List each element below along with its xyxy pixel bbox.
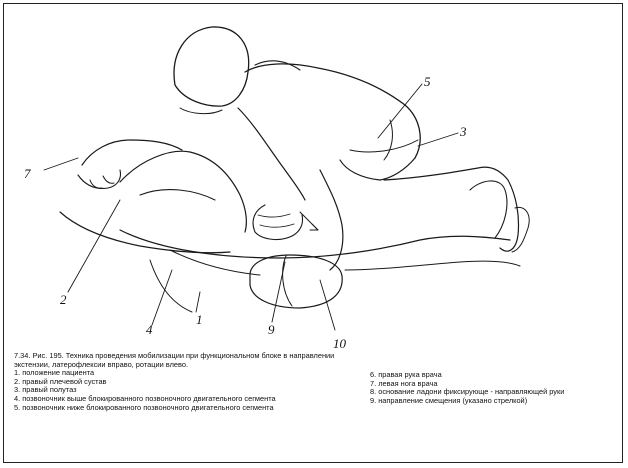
- bolster-roll: [250, 255, 342, 308]
- legend-item-1: 1. положение пациента: [14, 368, 95, 378]
- legend-item-2: 2. правый плечевой сустав: [14, 376, 107, 386]
- legend-item-4: 4. позвоночник выше блокированного позвоночного двигательного сегмента: [14, 393, 276, 403]
- callout-9: 9: [268, 322, 275, 337]
- patient-torso: [120, 151, 246, 232]
- callout-10: 10: [333, 336, 346, 351]
- legend-item-3: 3. правый полутаз: [14, 385, 77, 395]
- patient-arm: [82, 140, 182, 165]
- callout-2: 2: [60, 292, 67, 307]
- figure-caption: [14, 352, 364, 412]
- callout-1: 1: [196, 312, 203, 327]
- figure-legend-right: [370, 371, 615, 405]
- legend-item-9: 9. направление смещения (указано стрелкой): [370, 395, 528, 405]
- callout-4: 4: [146, 322, 153, 337]
- callout-7: 7: [24, 166, 31, 181]
- legend-item-8: 8. основание ладони фиксирующе - направляющей руки: [370, 387, 565, 397]
- doctor-head: [174, 27, 249, 106]
- callout-3: 3: [460, 124, 467, 139]
- doctor-back: [245, 64, 420, 158]
- callout-5: 5: [424, 74, 431, 89]
- legend-item-5: 5. позвоночник ниже блокированного позвоночного двигательного сегмента: [14, 402, 274, 412]
- legend-item-7: 7. левая нога врача: [370, 378, 438, 388]
- legend-item-6: 6. правая рука врача: [370, 370, 442, 379]
- doctor-arm: [238, 108, 305, 200]
- caption-title: 7.34. Рис. 195. Техника проведения мобилизации при функциональном блоке в направлении экстензии, латерофлексии вправо, ротации влево.: [14, 351, 335, 369]
